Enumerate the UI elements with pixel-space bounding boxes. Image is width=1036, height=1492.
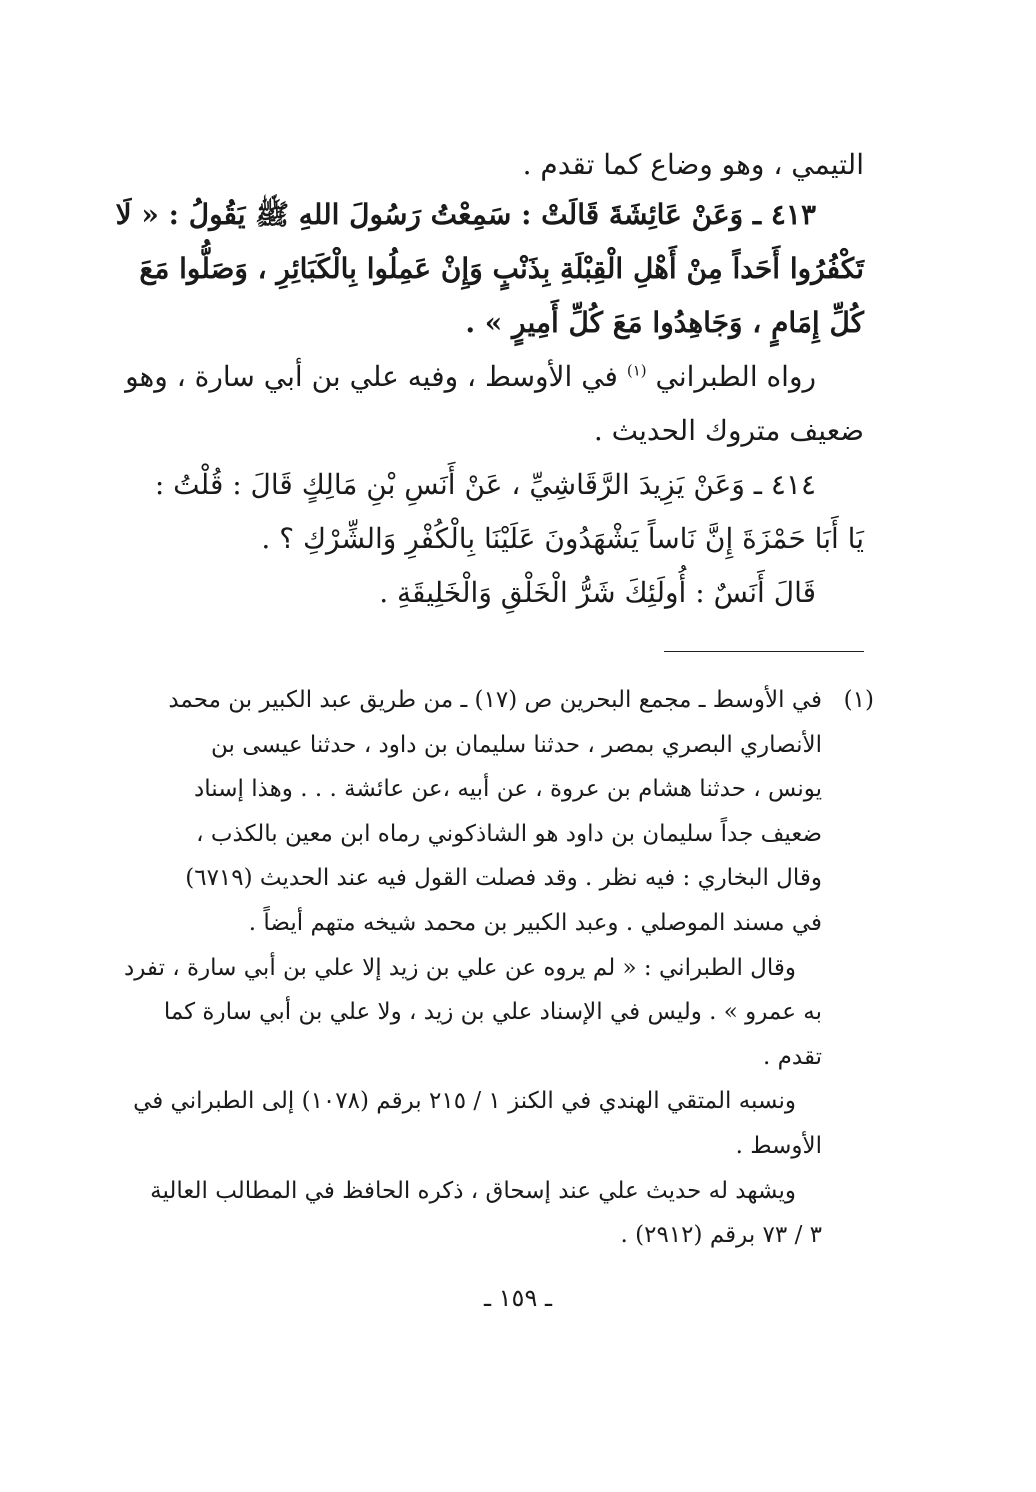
footnote-line: في مسند الموصلي . وعبد الكبير بن محمد شيخه متهم أيضاً . (248, 909, 822, 936)
footnote-number: (١) (843, 687, 874, 713)
footnote-line-text: في الأوسط ـ مجمع البحرين ص (١٧) ـ من طريق عبد الكبير بن محمد (168, 687, 822, 713)
footnote-divider (664, 651, 864, 652)
footnote-line: الأوسط . (735, 1132, 822, 1159)
footnote-line: به عمرو » . وليس في الإسناد علي بن زيد ، ولا علي بن أبي سارة كما (163, 999, 822, 1026)
footnote-line: تقدم . (763, 1043, 822, 1070)
main-text (115, 138, 864, 620)
footnote-line: ونسبه المتقي الهندي في الكنز ١ / ٢١٥ برقم (١٠٧٨) إلى الطبراني في (133, 1088, 796, 1115)
footnote-line (164, 678, 874, 723)
page-number: ـ ١٥٩ ـ (483, 1284, 552, 1312)
narration-line-1 (125, 350, 864, 404)
hadith-413-line-3: كُلِّ إِمَامٍ ، وَجَاهِدُوا مَعَ كُلِّ أَمِيرٍ » . (465, 306, 864, 339)
narration-text-end: في الأوسط ، وفيه علي بن أبي سارة ، وهو (125, 360, 627, 393)
footnote-line: وقال الطبراني : « لم يروه عن علي بن زيد إلا علي بن أبي سارة ، تفرد (124, 954, 796, 981)
hadith-413-narration (125, 350, 864, 458)
hadith-413-line-2: تَكْفُرُوا أَحَداً مِنْ أَهْلِ الْقِبْلَةِ بِذَنْبٍ وَإِنْ عَمِلُوا بِالْكَبَائِرِ ، وَصَلُّوا مَعَ (139, 252, 864, 285)
footnote-line: الأنصاري البصري بمصر ، حدثنا سليمان بن داود ، حدثنا عيسى بن (210, 731, 822, 758)
footnote-reference: (١) (626, 361, 647, 380)
footnotes (124, 678, 874, 1258)
footnote-line: ٣ / ٧٣ برقم (٢٩١٢) . (620, 1222, 822, 1249)
footnote-line: ويشهد له حديث علي عند إسحاق ، ذكره الحافظ في المطالب العالية (150, 1177, 796, 1204)
narration-text-start: رواه الطبراني (646, 360, 816, 393)
hadith-413-line-1: ٤١٣ ـ وَعَنْ عَائِشَةَ قَالَتْ : سَمِعْتُ رَسُولَ اللهِ ﷺ يَقُولُ : « لَا (115, 198, 816, 231)
main-text-line: التيمي ، وهو وضاع كما تقدم . (522, 148, 864, 181)
footnote-line: يونس ، حدثنا هشام بن عروة ، عن أبيه ،عن عائشة . . . وهذا إسناد (194, 776, 822, 803)
hadith-414-line-1: ٤١٤ ـ وَعَنْ يَزِيدَ الرَّقَاشِيِّ ، عَنْ أَنَسِ بْنِ مَالِكٍ قَالَ : قُلْتُ : (154, 468, 816, 501)
footnote-line: وقال البخاري : فيه نظر . وقد فصلت القول فيه عند الحديث (٦٧١٩) (185, 865, 822, 892)
footnote-line: ضعيف جداً سليمان بن داود هو الشاذكوني رماه ابن معين بالكذب ، (196, 820, 822, 847)
hadith-413 (115, 188, 864, 350)
hadith-414 (154, 458, 864, 620)
hadith-414-line-3: قَالَ أَنَسٌ : أُولَئِكَ شَرُّ الْخَلْقِ وَالْخَلِيقَةِ . (379, 576, 816, 609)
hadith-414-line-2: يَا أَبَا حَمْزَةَ إِنَّ نَاساً يَشْهَدُونَ عَلَيْنَا بِالْكُفْرِ وَالشِّرْكِ ؟ . (261, 522, 864, 555)
narration-line-2: ضعيف متروك الحديث . (593, 414, 864, 447)
